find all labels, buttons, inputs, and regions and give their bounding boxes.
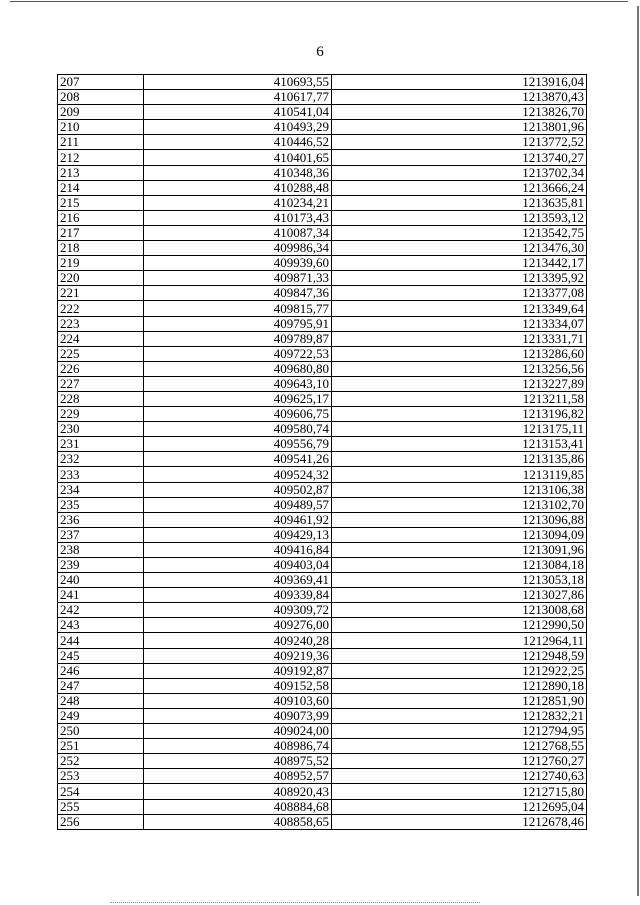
point-number-cell: 210 (58, 120, 144, 135)
table-row (58, 210, 587, 225)
table-row (58, 482, 587, 497)
y-coordinate-cell: 1213331,71 (332, 331, 587, 346)
y-coordinate-cell: 1213666,24 (332, 180, 587, 195)
point-number-cell: 213 (58, 165, 144, 180)
y-coordinate-cell: 1212740,63 (332, 769, 587, 784)
point-number-cell: 226 (58, 361, 144, 376)
y-coordinate-cell: 1212768,55 (332, 739, 587, 754)
point-number-cell: 245 (58, 648, 144, 663)
x-coordinate-cell: 408975,52 (144, 754, 332, 769)
x-coordinate-cell: 408952,57 (144, 769, 332, 784)
point-number-cell: 246 (58, 663, 144, 678)
point-number-cell: 208 (58, 90, 144, 105)
table-row (58, 512, 587, 527)
table-row (58, 331, 587, 346)
x-coordinate-cell: 408920,43 (144, 784, 332, 799)
page-number: 6 (316, 44, 324, 60)
x-coordinate-cell: 409722,53 (144, 346, 332, 361)
point-number-cell: 215 (58, 195, 144, 210)
y-coordinate-cell: 1212990,50 (332, 618, 587, 633)
table-row (58, 678, 587, 693)
x-coordinate-cell: 409276,00 (144, 618, 332, 633)
y-coordinate-cell: 1213102,70 (332, 497, 587, 512)
x-coordinate-cell: 410493,29 (144, 120, 332, 135)
point-number-cell: 216 (58, 210, 144, 225)
point-number-cell: 238 (58, 542, 144, 557)
table-row (58, 271, 587, 286)
table-row (58, 558, 587, 573)
x-coordinate-cell: 409461,92 (144, 512, 332, 527)
x-coordinate-cell: 410288,48 (144, 180, 332, 195)
x-coordinate-cell: 409152,58 (144, 678, 332, 693)
table-row (58, 346, 587, 361)
y-coordinate-cell: 1213395,92 (332, 271, 587, 286)
x-coordinate-cell: 409429,13 (144, 527, 332, 542)
y-coordinate-cell: 1213256,56 (332, 361, 587, 376)
point-number-cell: 222 (58, 301, 144, 316)
x-coordinate-cell: 408986,74 (144, 739, 332, 754)
table-row (58, 452, 587, 467)
x-coordinate-cell: 409606,75 (144, 407, 332, 422)
y-coordinate-cell: 1212695,04 (332, 799, 587, 814)
y-coordinate-cell: 1213349,64 (332, 301, 587, 316)
x-coordinate-cell: 409024,00 (144, 724, 332, 739)
point-number-cell: 240 (58, 573, 144, 588)
point-number-cell: 253 (58, 769, 144, 784)
x-coordinate-cell: 409219,36 (144, 648, 332, 663)
point-number-cell: 230 (58, 422, 144, 437)
x-coordinate-cell: 409339,84 (144, 588, 332, 603)
table-row (58, 407, 587, 422)
x-coordinate-cell: 409643,10 (144, 376, 332, 391)
x-coordinate-cell: 409489,57 (144, 497, 332, 512)
point-number-cell: 251 (58, 739, 144, 754)
x-coordinate-cell: 409524,32 (144, 467, 332, 482)
table-row (58, 286, 587, 301)
table-row (58, 225, 587, 240)
y-coordinate-cell: 1213286,60 (332, 346, 587, 361)
y-coordinate-cell: 1213027,86 (332, 588, 587, 603)
table-row (58, 708, 587, 723)
x-coordinate-cell: 410234,21 (144, 195, 332, 210)
point-number-cell: 220 (58, 271, 144, 286)
table-row (58, 75, 587, 90)
point-number-cell: 233 (58, 467, 144, 482)
point-number-cell: 212 (58, 150, 144, 165)
x-coordinate-cell: 409502,87 (144, 482, 332, 497)
y-coordinate-cell: 1213377,08 (332, 286, 587, 301)
y-coordinate-cell: 1213826,70 (332, 105, 587, 120)
y-coordinate-cell: 1213227,89 (332, 376, 587, 391)
table-row (58, 814, 587, 829)
y-coordinate-cell: 1212760,27 (332, 754, 587, 769)
table-row (58, 105, 587, 120)
point-number-cell: 255 (58, 799, 144, 814)
table-row (58, 150, 587, 165)
y-coordinate-cell: 1213870,43 (332, 90, 587, 105)
y-coordinate-cell: 1212964,11 (332, 633, 587, 648)
table-row (58, 361, 587, 376)
x-coordinate-cell: 410087,34 (144, 225, 332, 240)
coordinates-table-body (58, 75, 587, 830)
x-coordinate-cell: 409103,60 (144, 693, 332, 708)
y-coordinate-cell: 1213135,86 (332, 452, 587, 467)
y-coordinate-cell: 1213476,30 (332, 241, 587, 256)
point-number-cell: 248 (58, 693, 144, 708)
point-number-cell: 209 (58, 105, 144, 120)
point-number-cell: 227 (58, 376, 144, 391)
scan-right-edge (637, 6, 639, 896)
table-row (58, 90, 587, 105)
y-coordinate-cell: 1212715,80 (332, 784, 587, 799)
y-coordinate-cell: 1213196,82 (332, 407, 587, 422)
table-row (58, 633, 587, 648)
table-row (58, 135, 587, 150)
y-coordinate-cell: 1213593,12 (332, 210, 587, 225)
point-number-cell: 239 (58, 558, 144, 573)
table-row (58, 769, 587, 784)
table-row (58, 376, 587, 391)
y-coordinate-cell: 1213153,41 (332, 437, 587, 452)
table-row (58, 195, 587, 210)
table-row (58, 739, 587, 754)
x-coordinate-cell: 410617,77 (144, 90, 332, 105)
y-coordinate-cell: 1212678,46 (332, 814, 587, 829)
table-row (58, 588, 587, 603)
table-row (58, 663, 587, 678)
x-coordinate-cell: 409580,74 (144, 422, 332, 437)
point-number-cell: 236 (58, 512, 144, 527)
table-row (58, 180, 587, 195)
x-coordinate-cell: 409871,33 (144, 271, 332, 286)
point-number-cell: 241 (58, 588, 144, 603)
point-number-cell: 228 (58, 391, 144, 406)
x-coordinate-cell: 408858,65 (144, 814, 332, 829)
y-coordinate-cell: 1213635,81 (332, 195, 587, 210)
table-row (58, 693, 587, 708)
table-row (58, 256, 587, 271)
x-coordinate-cell: 409369,41 (144, 573, 332, 588)
x-coordinate-cell: 409795,91 (144, 316, 332, 331)
y-coordinate-cell: 1213916,04 (332, 75, 587, 90)
y-coordinate-cell: 1213119,85 (332, 467, 587, 482)
y-coordinate-cell: 1213106,38 (332, 482, 587, 497)
x-coordinate-cell: 409815,77 (144, 301, 332, 316)
y-coordinate-cell: 1213740,27 (332, 150, 587, 165)
x-coordinate-cell: 410401,65 (144, 150, 332, 165)
y-coordinate-cell: 1213772,52 (332, 135, 587, 150)
table-row (58, 316, 587, 331)
scan-top-edge (10, 1, 628, 2)
point-number-cell: 256 (58, 814, 144, 829)
table-row (58, 724, 587, 739)
table-row (58, 648, 587, 663)
y-coordinate-cell: 1213096,88 (332, 512, 587, 527)
table-row (58, 542, 587, 557)
x-coordinate-cell: 409556,79 (144, 437, 332, 452)
table-row (58, 391, 587, 406)
x-coordinate-cell: 409309,72 (144, 603, 332, 618)
point-number-cell: 237 (58, 527, 144, 542)
x-coordinate-cell: 409789,87 (144, 331, 332, 346)
x-coordinate-cell: 410348,36 (144, 165, 332, 180)
y-coordinate-cell: 1213334,07 (332, 316, 587, 331)
point-number-cell: 221 (58, 286, 144, 301)
scan-bottom-edge (110, 902, 480, 903)
x-coordinate-cell: 409680,80 (144, 361, 332, 376)
x-coordinate-cell: 409403,04 (144, 558, 332, 573)
point-number-cell: 225 (58, 346, 144, 361)
x-coordinate-cell: 410173,43 (144, 210, 332, 225)
point-number-cell: 250 (58, 724, 144, 739)
point-number-cell: 224 (58, 331, 144, 346)
point-number-cell: 254 (58, 784, 144, 799)
x-coordinate-cell: 409939,60 (144, 256, 332, 271)
table-row (58, 618, 587, 633)
point-number-cell: 223 (58, 316, 144, 331)
x-coordinate-cell: 408884,68 (144, 799, 332, 814)
point-number-cell: 235 (58, 497, 144, 512)
y-coordinate-cell: 1213008,68 (332, 603, 587, 618)
x-coordinate-cell: 409847,36 (144, 286, 332, 301)
point-number-cell: 234 (58, 482, 144, 497)
y-coordinate-cell: 1213801,96 (332, 120, 587, 135)
x-coordinate-cell: 409240,28 (144, 633, 332, 648)
point-number-cell: 242 (58, 603, 144, 618)
y-coordinate-cell: 1213053,18 (332, 573, 587, 588)
point-number-cell: 243 (58, 618, 144, 633)
table-row (58, 799, 587, 814)
point-number-cell: 231 (58, 437, 144, 452)
point-number-cell: 252 (58, 754, 144, 769)
table-row (58, 301, 587, 316)
point-number-cell: 207 (58, 75, 144, 90)
point-number-cell: 219 (58, 256, 144, 271)
point-number-cell: 214 (58, 180, 144, 195)
x-coordinate-cell: 409986,34 (144, 241, 332, 256)
y-coordinate-cell: 1213175,11 (332, 422, 587, 437)
point-number-cell: 247 (58, 678, 144, 693)
x-coordinate-cell: 409625,17 (144, 391, 332, 406)
point-number-cell: 232 (58, 452, 144, 467)
table-row (58, 120, 587, 135)
x-coordinate-cell: 409541,26 (144, 452, 332, 467)
table-row (58, 467, 587, 482)
coordinates-table (57, 74, 587, 830)
table-row (58, 165, 587, 180)
y-coordinate-cell: 1212922,25 (332, 663, 587, 678)
y-coordinate-cell: 1212948,59 (332, 648, 587, 663)
x-coordinate-cell: 409416,84 (144, 542, 332, 557)
table-row (58, 241, 587, 256)
x-coordinate-cell: 410693,55 (144, 75, 332, 90)
x-coordinate-cell: 409192,87 (144, 663, 332, 678)
y-coordinate-cell: 1213094,09 (332, 527, 587, 542)
table-row (58, 784, 587, 799)
table-row (58, 603, 587, 618)
x-coordinate-cell: 409073,99 (144, 708, 332, 723)
point-number-cell: 211 (58, 135, 144, 150)
y-coordinate-cell: 1213211,58 (332, 391, 587, 406)
y-coordinate-cell: 1213702,34 (332, 165, 587, 180)
table-row (58, 573, 587, 588)
table-row (58, 437, 587, 452)
y-coordinate-cell: 1212794,95 (332, 724, 587, 739)
y-coordinate-cell: 1213084,18 (332, 558, 587, 573)
table-row (58, 497, 587, 512)
point-number-cell: 249 (58, 708, 144, 723)
x-coordinate-cell: 410541,04 (144, 105, 332, 120)
y-coordinate-cell: 1212890,18 (332, 678, 587, 693)
point-number-cell: 218 (58, 241, 144, 256)
point-number-cell: 229 (58, 407, 144, 422)
table-row (58, 527, 587, 542)
y-coordinate-cell: 1213542,75 (332, 225, 587, 240)
point-number-cell: 217 (58, 225, 144, 240)
y-coordinate-cell: 1212851,90 (332, 693, 587, 708)
table-row (58, 754, 587, 769)
point-number-cell: 244 (58, 633, 144, 648)
y-coordinate-cell: 1213091,96 (332, 542, 587, 557)
table-row (58, 422, 587, 437)
x-coordinate-cell: 410446,52 (144, 135, 332, 150)
y-coordinate-cell: 1212832,21 (332, 708, 587, 723)
y-coordinate-cell: 1213442,17 (332, 256, 587, 271)
